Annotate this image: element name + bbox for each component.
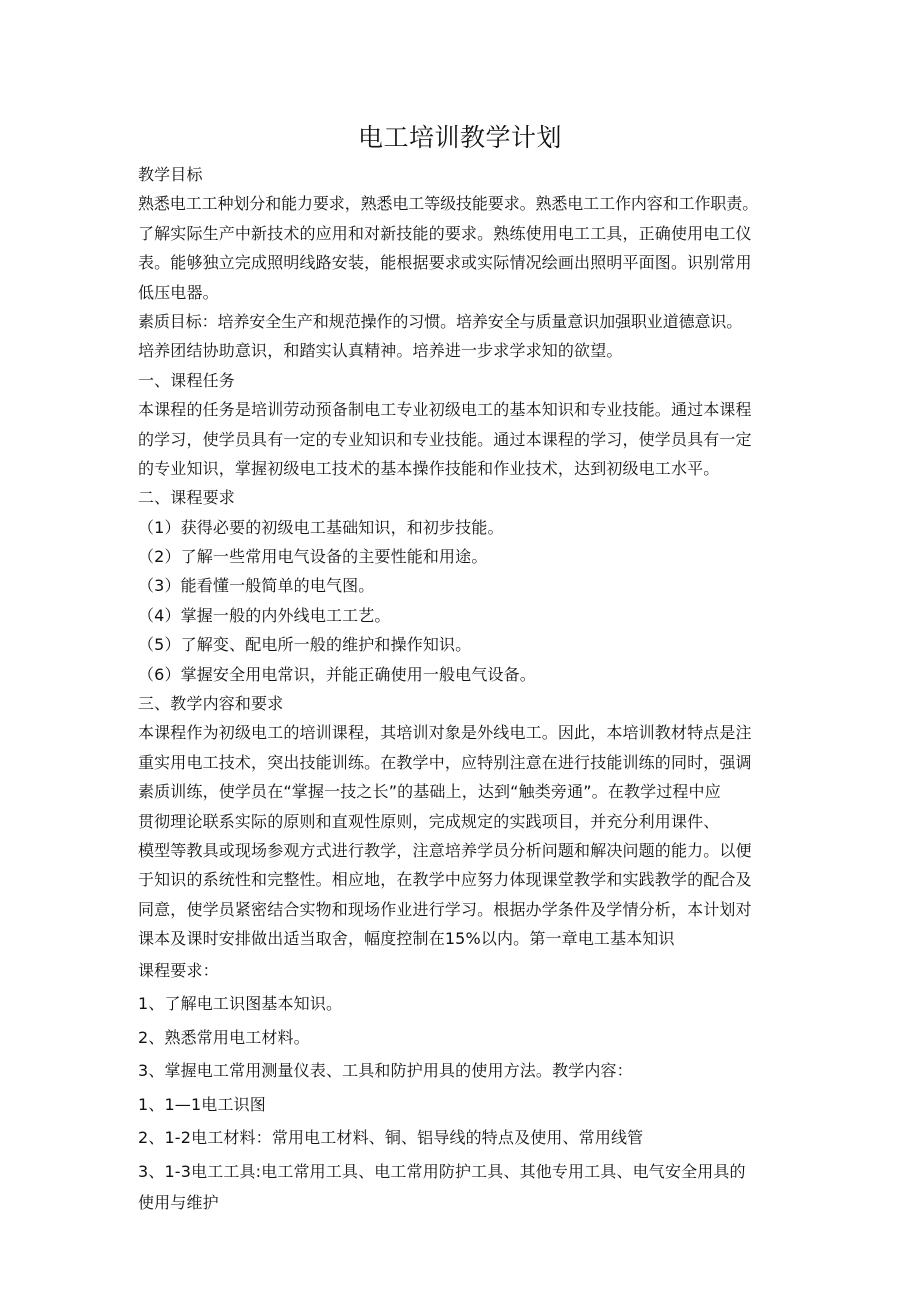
paragraph-line: 本课程的任务是培训劳动预备制电工专业初级电工的基本知识和专业技能。通过本课程	[138, 400, 752, 420]
paragraph-line: 模型等教具或现场参观方式进行教学，注意培养学员分析问题和解决问题的能力。以便	[138, 840, 752, 860]
paragraph-line: 重实用电工技术，突出技能训练。在教学中，应特别注意在进行技能训练的同时，强调	[138, 752, 752, 772]
paragraph-line: 了解实际生产中新技术的应用和对新技能的要求。熟练使用电工工具，正确使用电工仪	[138, 223, 752, 243]
paragraph-line: 培养团结协助意识，和踏实认真精神。培养进一步求学求知的欲望。	[138, 341, 623, 361]
paragraph-line: 贯彻理论联系实际的原则和直观性原则，完成规定的实践项目，并充分利用课件、	[138, 811, 720, 831]
paragraph-line: 低压电器。	[138, 282, 219, 302]
subheading: 课程要求：	[138, 960, 219, 980]
list-item: （6）掌握安全用电常识，并能正确使用一般电气设备。	[138, 664, 536, 684]
paragraph-line: 课本及课时安排做出适当取舍，幅度控制在15%以内。第一章电工基本知识	[138, 929, 675, 949]
paragraph-line: 的专业知识，掌握初级电工技术的基本操作技能和作业技术，达到初级电工水平。	[138, 458, 720, 478]
list-item: （5）了解变、配电所一般的维护和操作知识。	[138, 635, 472, 655]
section-heading: 三、教学内容和要求	[138, 694, 284, 714]
paragraph-line: 使用与维护	[138, 1193, 219, 1213]
list-item: 1、1—1电工识图	[138, 1094, 266, 1114]
paragraph-line: 素质目标：培养安全生产和规范操作的习惯。培养安全与质量意识加强职业道德意识。	[138, 311, 743, 331]
paragraph-line: 于知识的系统性和完整性。相应地，在教学中应努力体现课堂教学和实践教学的配合及	[138, 870, 752, 890]
paragraph-line: 本课程作为初级电工的培训课程，其培训对象是外线电工。因此，本培训教材特点是注	[138, 723, 752, 743]
section-heading: 一、课程任务	[138, 370, 235, 390]
list-item: 3、掌握电工常用测量仪表、工具和防护用具的使用方法。教学内容：	[138, 1061, 633, 1081]
paragraph-line: 同意，使学员紧密结合实物和现场作业进行学习。根据办学条件及学情分析，本计划对	[138, 899, 752, 919]
list-item: 3、1-3电工工具:电工常用工具、电工常用防护工具、其他专用工具、电气安全用具的	[138, 1161, 746, 1181]
paragraph-line: 素质训练，使学员在“掌握一技之长”的基础上，达到“触类旁通”。在教学过程中应	[138, 782, 721, 802]
list-item: 1、了解电工识图基本知识。	[138, 994, 343, 1014]
paragraph-line: 熟悉电工工种划分和能力要求，熟悉电工等级技能要求。熟悉电工工作内容和工作职责。	[138, 194, 759, 214]
list-item: （1）获得必要的初级电工基础知识，和初步技能。	[138, 517, 504, 537]
document-body	[138, 160, 798, 1217]
heading-teaching-goals: 教学目标	[138, 165, 203, 184]
list-item: （4）掌握一般的内外线电工工艺。	[138, 605, 391, 625]
paragraph-line: 的学习，使学员具有一定的专业知识和专业技能。通过本课程的学习，使学员具有一定	[138, 429, 752, 449]
paragraph-line: 表。能够独立完成照明线路安装，能根据要求或实际情况绘画出照明平面图。识别常用	[138, 253, 752, 273]
list-item: （2）了解一些常用电气设备的主要性能和用途。	[138, 547, 488, 567]
list-item: 2、1-2电工材料：常用电工材料、铜、铝导线的特点及使用、常用线管	[138, 1128, 644, 1148]
list-item: （3）能看懂一般简单的电气图。	[138, 576, 375, 596]
list-item: 2、熟悉常用电工材料。	[138, 1027, 310, 1047]
section-heading: 二、课程要求	[138, 488, 235, 508]
document-title: 电工培训教学计划	[357, 123, 562, 152]
